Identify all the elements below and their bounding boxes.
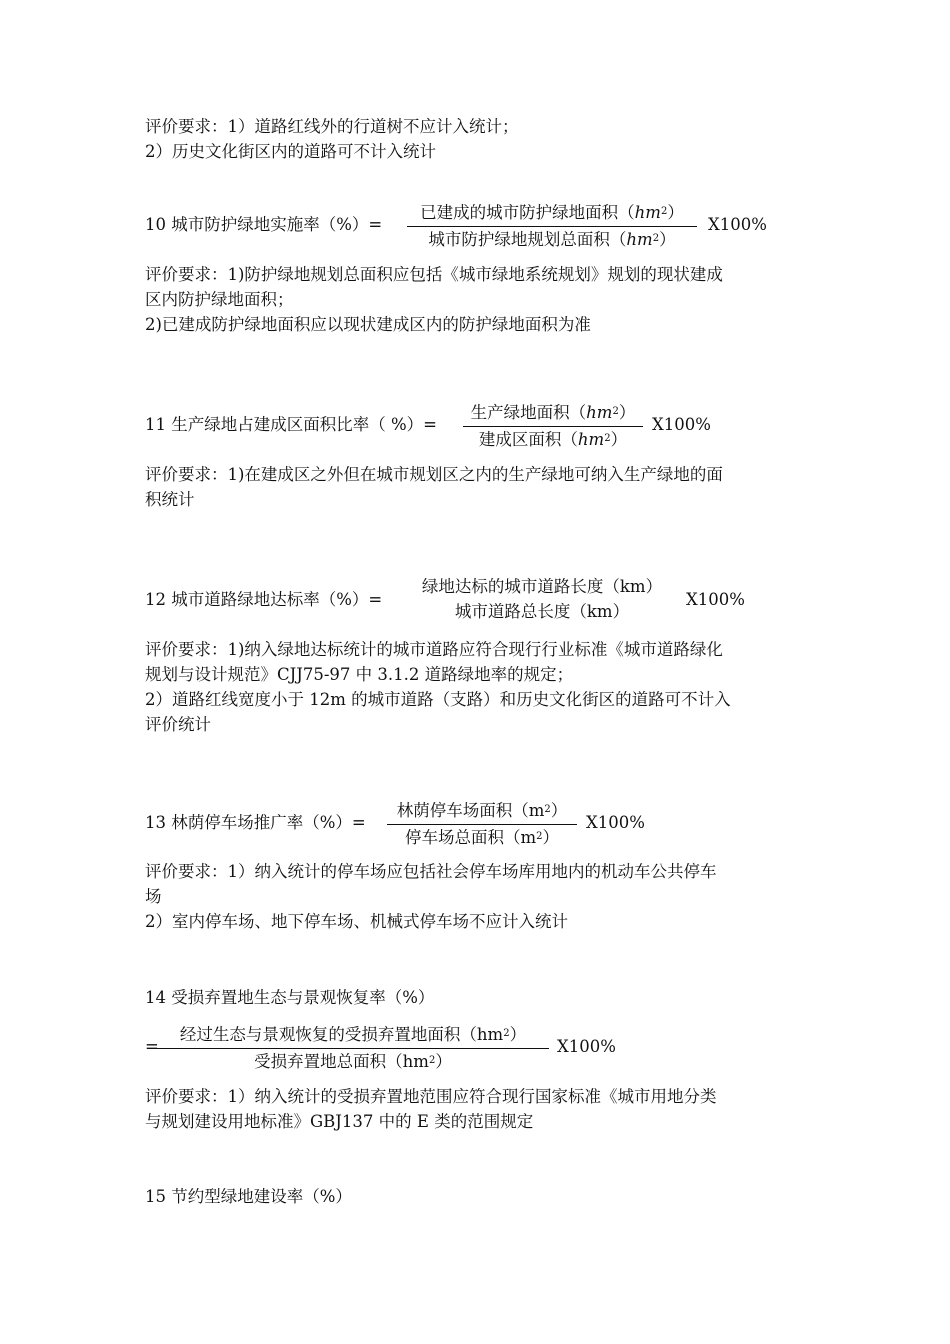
formula-11-lhs: 11 生产绿地占建成区面积比率（ %）= (145, 415, 437, 434)
formula-14-multiplier: X100% (557, 1037, 616, 1056)
req-14-line-1: 评价要求：1）纳入统计的受损弃置地范围应符合现行国家标准《城市用地分类 (145, 1087, 717, 1106)
formula-14-denominator: 受损弃置地总面积$(hm^2)$ (254, 1052, 452, 1071)
formula-14-numerator: 经过生态与景观恢复的受损弃置地面积$(hm^2)$ (179, 1025, 527, 1044)
req-10-line-1: 评价要求：1)防护绿地规划总面积应包括《城市绿地系统规划》规划的现状建成 (145, 265, 723, 284)
formula-13-fraction-bar (387, 824, 577, 825)
formula-14-fraction-bar (157, 1048, 549, 1049)
formula-11-multiplier: X100% (652, 415, 711, 434)
req-13-line-1: 评价要求：1）纳入统计的停车场应包括社会停车场库用地内的机动车公共停车 (145, 862, 717, 881)
item-14-title: 14 受损弃置地生态与景观恢复率（%） (145, 988, 435, 1007)
formula-12-multiplier: X100% (686, 590, 745, 609)
formula-12-numerator: 绿地达标的城市道路长度（km） (421, 577, 663, 596)
formula-13-fraction (387, 800, 577, 848)
req-12-line-3: 2）道路红线宽度小于 12m 的城市道路（支路）和历史文化街区的道路可不计入 (145, 690, 731, 709)
formula-11-denominator: 建成区面积$(hm^2)$ (478, 430, 628, 449)
formula-12-denominator: 城市道路总长度（km） (454, 602, 630, 621)
req-11-line-2: 积统计 (145, 490, 195, 509)
req-12-line-2: 规划与设计规范》CJJ75-97 中 3.1.2 道路绿地率的规定； (145, 665, 574, 684)
formula-13-lhs: 13 林荫停车场推广率（%）= (145, 813, 366, 832)
formula-10-fraction (407, 202, 697, 250)
formula-10-fraction-bar (407, 226, 697, 227)
formula-13-multiplier: X100% (586, 813, 645, 832)
req-13-line-2: 场 (145, 887, 162, 906)
formula-11-fraction (463, 402, 643, 450)
formula-10-denominator: 城市防护绿地规划总面积$(hm^2)$ (428, 230, 676, 249)
formula-10-numerator: 已建成的城市防护绿地面积$(hm^2)$ (420, 203, 684, 222)
req-10-line-2: 区内防护绿地面积； (145, 290, 294, 309)
intro-line-1: 评价要求：1）道路红线外的行道树不应计入统计； (145, 117, 519, 136)
req-14-line-2: 与规划建设用地标准》GBJ137 中的 E 类的范围规定 (145, 1112, 534, 1131)
formula-12-fraction (407, 577, 677, 622)
req-12-line-4: 评价统计 (145, 715, 211, 734)
intro-line-2: 2）历史文化街区内的道路可不计入统计 (145, 142, 436, 161)
formula-13-denominator: 停车场总面积$(m^2)$ (404, 828, 560, 847)
formula-14-lhs: = (145, 1037, 159, 1056)
formula-10-multiplier: X100% (708, 215, 767, 234)
formula-11-fraction-bar (463, 426, 643, 427)
req-10-line-3: 2)已建成防护绿地面积应以现状建成区内的防护绿地面积为准 (145, 315, 591, 334)
formula-11-numerator: 生产绿地面积$(hm^2)$ (470, 403, 636, 422)
req-13-line-3: 2）室内停车场、地下停车场、机械式停车场不应计入统计 (145, 912, 568, 931)
formula-12-lhs: 12 城市道路绿地达标率（%）= (145, 590, 383, 609)
req-11-line-1: 评价要求：1)在建成区之外但在城市规划区之内的生产绿地可纳入生产绿地的面 (145, 465, 723, 484)
formula-10-lhs: 10 城市防护绿地实施率（%）= (145, 215, 383, 234)
item-15-title: 15 节约型绿地建设率（%） (145, 1187, 352, 1206)
formula-13-numerator: 林荫停车场面积$(m^2)$ (396, 801, 568, 820)
formula-14-fraction (157, 1024, 549, 1072)
req-12-line-1: 评价要求：1)纳入绿地达标统计的城市道路应符合现行行业标准《城市道路绿化 (145, 640, 723, 659)
